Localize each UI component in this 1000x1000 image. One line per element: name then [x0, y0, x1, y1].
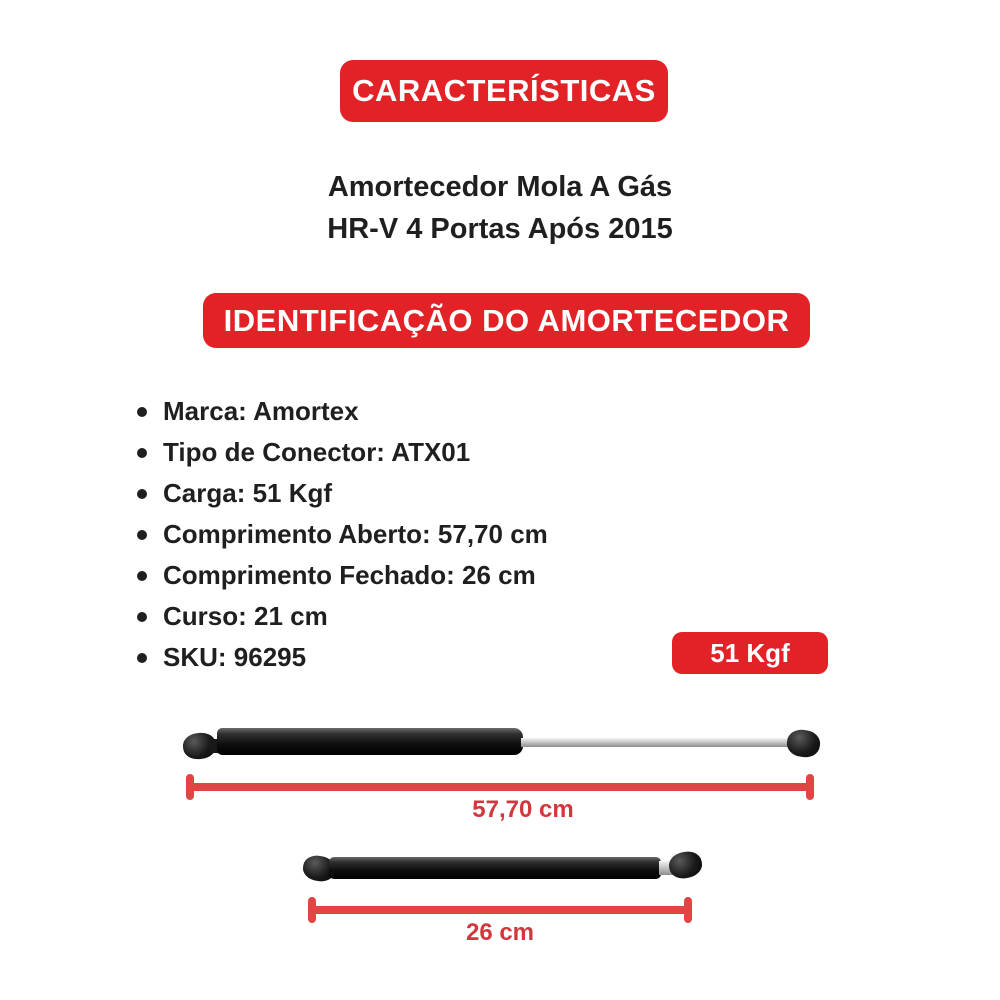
- product-title-line2: HR-V 4 Portas Após 2015: [327, 213, 673, 245]
- strut-cylinder-body: [217, 728, 523, 755]
- spec-item-comprimento-fechado: Comprimento Fechado: 26 cm: [137, 555, 548, 596]
- dimension-tick-icon: [806, 774, 814, 800]
- dimension-bar: [308, 906, 692, 914]
- identificacao-banner: IDENTIFICAÇÃO DO AMORTECEDOR: [203, 293, 810, 348]
- dimension-label-closed: 26 cm: [465, 919, 535, 946]
- caracteristicas-banner: CARACTERÍSTICAS: [340, 60, 668, 122]
- gas-strut-compressed-image: [303, 849, 702, 883]
- load-capacity-badge: 51 Kgf: [672, 632, 828, 674]
- spec-item-comprimento-aberto: Comprimento Aberto: 57,70 cm: [137, 514, 548, 555]
- gas-strut-extended-image: [183, 724, 820, 760]
- strut-end-cap-icon: [785, 728, 821, 759]
- spec-item-marca: Marca: Amortex: [137, 391, 548, 432]
- strut-piston-rod: [521, 738, 793, 747]
- spec-item-carga: Carga: 51 Kgf: [137, 473, 548, 514]
- product-title-line1: Amortecedor Mola A Gás: [327, 171, 673, 203]
- spec-item-sku: SKU: 96295: [137, 637, 548, 678]
- strut-end-cap-icon: [667, 849, 705, 881]
- dimension-tick-icon: [684, 897, 692, 923]
- dimension-label-open: 57,70 cm: [472, 796, 574, 823]
- strut-cylinder-body: [329, 857, 661, 879]
- product-title: [0, 166, 1000, 250]
- spec-item-tipo-conector: Tipo de Conector: ATX01: [137, 432, 548, 473]
- dimension-bar: [186, 783, 814, 791]
- spec-list: [137, 391, 548, 678]
- spec-item-curso: Curso: 21 cm: [137, 596, 548, 637]
